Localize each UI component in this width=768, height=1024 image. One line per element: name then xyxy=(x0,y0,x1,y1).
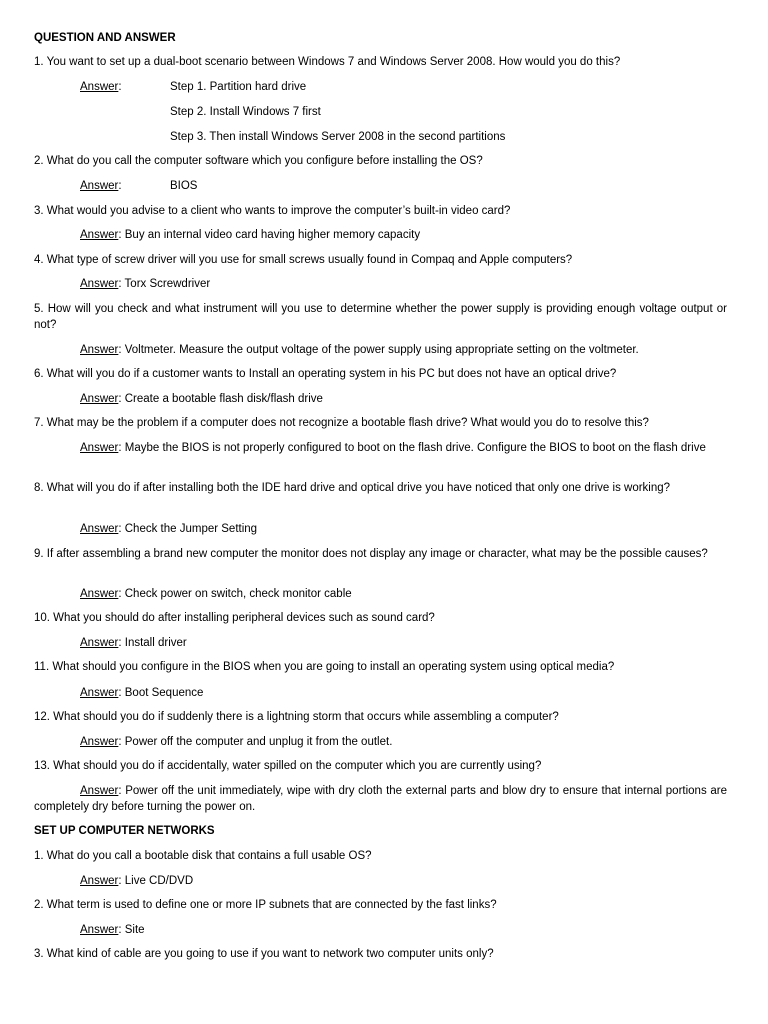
question: 5. How will you check and what instrument will you use to determine whether the power supply is providing enough voltage output or not? xyxy=(34,303,727,331)
answer: Answer: Power off the computer and unplug it from the outlet. xyxy=(80,736,393,748)
answer-text: BIOS xyxy=(170,180,198,192)
question: 6. What will you do if a customer wants to Install an operating system in his PC but does not have an optical drive? xyxy=(34,368,617,380)
answer: Answer: Install driver xyxy=(80,637,187,649)
question: 3. What would you advise to a client who wants to improve the computer’s built-in video card? xyxy=(34,205,511,217)
answer: Answer: Boot Sequence xyxy=(80,687,204,699)
question: 13. What should you do if accidentally, water spilled on the computer which you are currently using? xyxy=(34,760,542,772)
question: 3. What kind of cable are you going to use if you want to network two computer units only? xyxy=(34,948,494,960)
section-heading: QUESTION AND ANSWER xyxy=(34,32,176,44)
answer: Answer: Maybe the BIOS is not properly configured to boot on the flash drive. Configure the BIOS to boot on the flash drive xyxy=(80,442,706,454)
question: 1. What do you call a bootable disk that contains a full usable OS? xyxy=(34,850,372,862)
answer-step: Step 2. Install Windows 7 first xyxy=(170,106,321,118)
question: 11. What should you configure in the BIOS when you are going to install an operating system using optical media? xyxy=(34,661,615,673)
question: 10. What you should do after installing peripheral devices such as sound card? xyxy=(34,612,435,624)
question: 2. What do you call the computer software which you configure before installing the OS? xyxy=(34,155,483,167)
answer: Answer: Power off the unit immediately, wipe with dry cloth the external parts and blow dry to ensure that internal portions are completely dry before turning the power on. xyxy=(34,785,727,813)
question: 12. What should you do if suddenly there is a lightning storm that occurs while assembling a computer? xyxy=(34,711,559,723)
answer-step: Step 3. Then install Windows Server 2008 in the second partitions xyxy=(170,131,506,143)
answer-label: Answer: xyxy=(80,180,122,192)
question: 4. What type of screw driver will you use for small screws usually found in Compaq and Apple computers? xyxy=(34,254,573,266)
question: 8. What will you do if after installing both the IDE hard drive and optical drive you have noticed that only one drive is working? xyxy=(34,482,671,494)
answer-label: Answer: xyxy=(80,81,122,93)
answer: Answer: Site xyxy=(80,924,145,936)
answer: Answer: Buy an internal video card having higher memory capacity xyxy=(80,229,421,241)
question: 7. What may be the problem if a computer does not recognize a bootable flash drive? What would you do to resolve this? xyxy=(34,417,649,429)
answer: Answer: Torx Screwdriver xyxy=(80,278,211,290)
question: 2. What term is used to define one or more IP subnets that are connected by the fast links? xyxy=(34,899,497,911)
answer: Answer: Check the Jumper Setting xyxy=(80,523,258,535)
section-heading: SET UP COMPUTER NETWORKS xyxy=(34,825,215,837)
question: 1. You want to set up a dual-boot scenario between Windows 7 and Windows Server 2008. How would you do this? xyxy=(34,56,621,68)
answer-step: Step 1. Partition hard drive xyxy=(170,81,307,93)
answer: Answer: Create a bootable flash disk/flash drive xyxy=(80,393,323,405)
answer: Answer: Live CD/DVD xyxy=(80,875,194,887)
question: 9. If after assembling a brand new computer the monitor does not display any image or character, what may be the possible causes? xyxy=(34,548,708,560)
answer: Answer: Check power on switch, check monitor cable xyxy=(80,588,352,600)
answer: Answer: Voltmeter. Measure the output voltage of the power supply using appropriate setting on the voltmeter. xyxy=(80,344,639,356)
